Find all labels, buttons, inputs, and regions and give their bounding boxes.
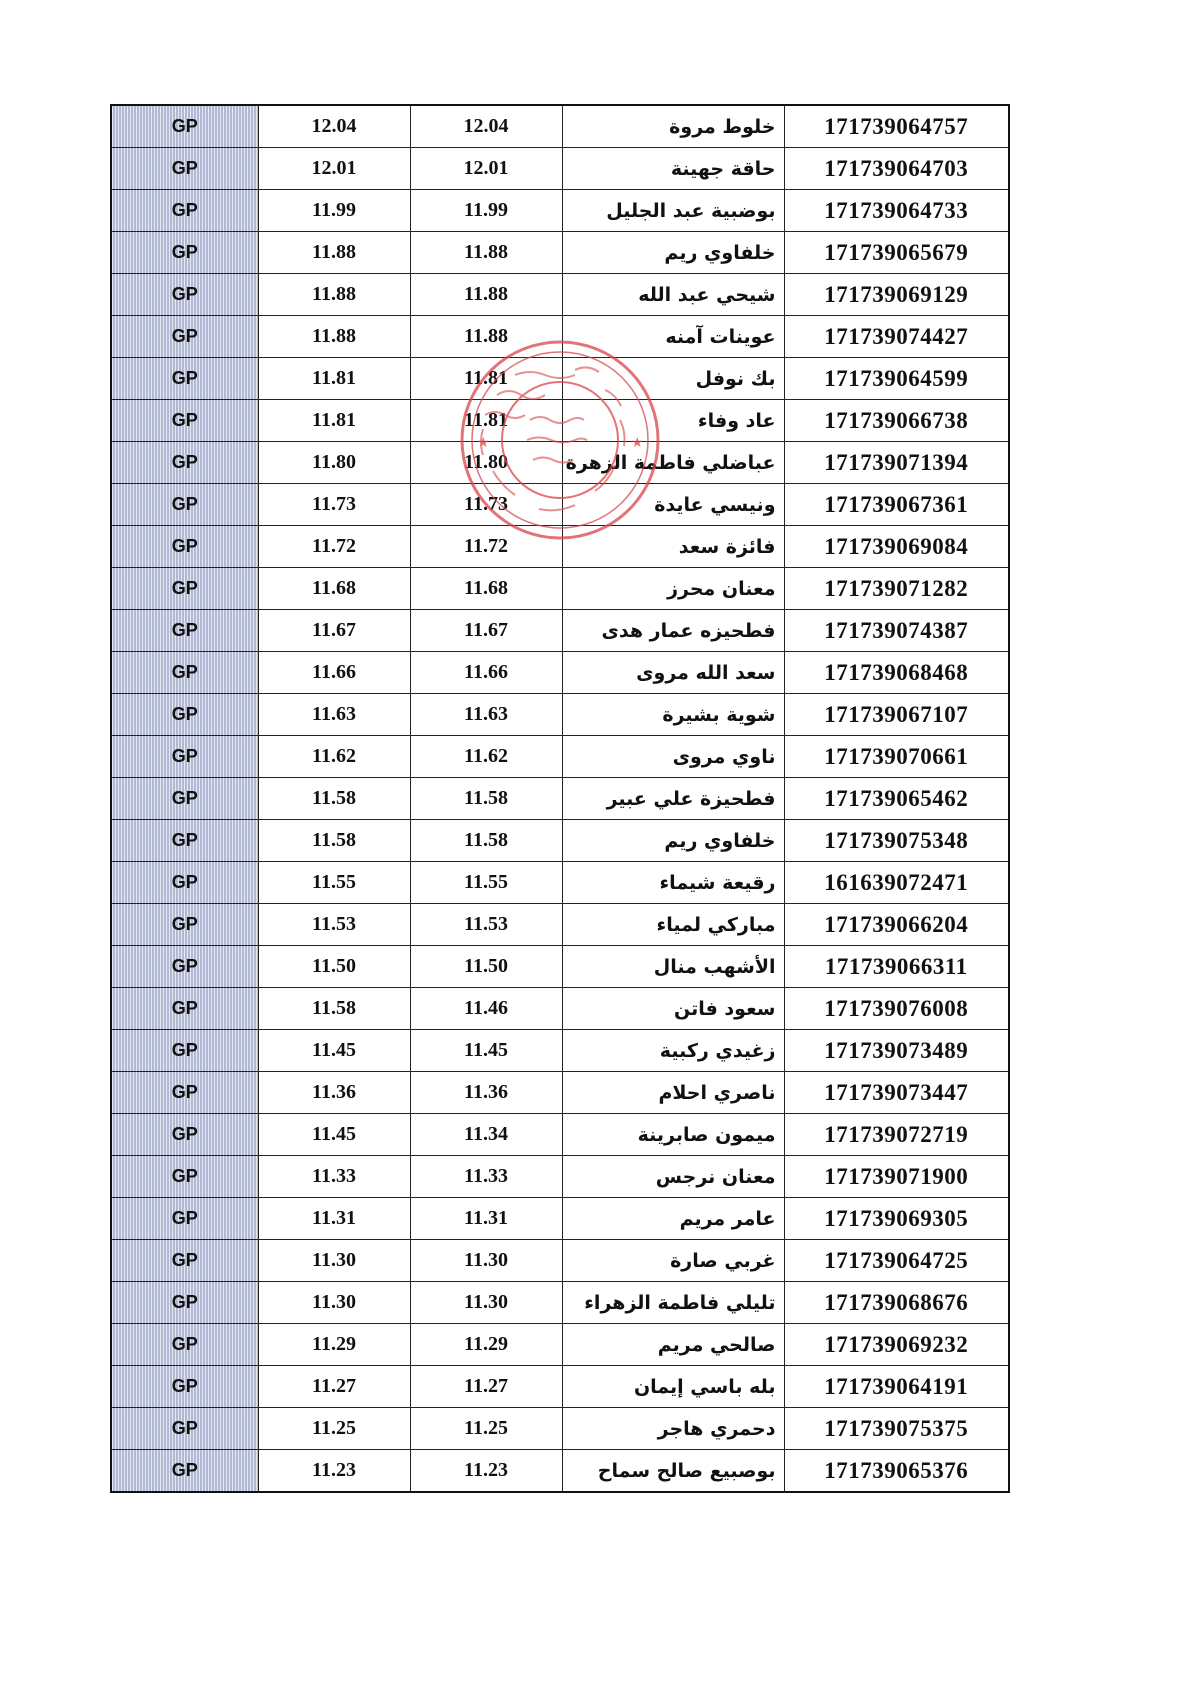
table-row — [111, 610, 1009, 652]
score-cell: 11.62 — [258, 736, 410, 778]
student-id-cell: 171739071900 — [784, 1156, 1009, 1198]
score-cell: 11.27 — [410, 1366, 562, 1408]
score-cell: 11.72 — [410, 526, 562, 568]
student-id-cell: 171739067361 — [784, 484, 1009, 526]
score-cell: 11.46 — [410, 988, 562, 1030]
grade-cell: GP — [111, 1114, 258, 1156]
score-cell: 11.63 — [258, 694, 410, 736]
grade-cell: GP — [111, 1366, 258, 1408]
student-name-cell: تليلي فاطمة الزهراء — [562, 1282, 784, 1324]
score-cell: 11.23 — [258, 1450, 410, 1493]
score-cell: 11.30 — [258, 1240, 410, 1282]
student-name-cell: بوصبيع صالح سماح — [562, 1450, 784, 1493]
score-cell: 11.68 — [258, 568, 410, 610]
student-id-cell: 171739068468 — [784, 652, 1009, 694]
grade-cell: GP — [111, 904, 258, 946]
grade-cell: GP — [111, 736, 258, 778]
table-row — [111, 904, 1009, 946]
score-cell: 11.25 — [258, 1408, 410, 1450]
table-row — [111, 400, 1009, 442]
student-name-cell: شوية بشيرة — [562, 694, 784, 736]
score-cell: 11.53 — [258, 904, 410, 946]
grade-cell: GP — [111, 946, 258, 988]
table-row — [111, 190, 1009, 232]
score-cell: 11.45 — [258, 1030, 410, 1072]
grade-cell: GP — [111, 484, 258, 526]
student-id-cell: 171739064725 — [784, 1240, 1009, 1282]
student-id-cell: 171739070661 — [784, 736, 1009, 778]
student-id-cell: 171739071282 — [784, 568, 1009, 610]
grade-cell: GP — [111, 105, 258, 148]
score-cell: 11.50 — [410, 946, 562, 988]
score-cell: 11.66 — [410, 652, 562, 694]
table-row — [111, 1366, 1009, 1408]
student-id-cell: 171739064599 — [784, 358, 1009, 400]
score-cell: 11.27 — [258, 1366, 410, 1408]
score-cell: 11.58 — [258, 820, 410, 862]
score-cell: 11.73 — [410, 484, 562, 526]
student-id-cell: 171739069232 — [784, 1324, 1009, 1366]
student-name-cell: فطحيزة علي عبير — [562, 778, 784, 820]
grade-cell: GP — [111, 1198, 258, 1240]
student-name-cell: خلفاوي ريم — [562, 232, 784, 274]
score-cell: 11.50 — [258, 946, 410, 988]
student-name-cell: فطحيزه عمار هدى — [562, 610, 784, 652]
table-row — [111, 1282, 1009, 1324]
table-row — [111, 105, 1009, 148]
student-id-cell: 171739072719 — [784, 1114, 1009, 1156]
score-cell: 11.58 — [410, 820, 562, 862]
score-cell: 11.55 — [410, 862, 562, 904]
score-cell: 11.30 — [410, 1240, 562, 1282]
score-cell: 11.80 — [258, 442, 410, 484]
grade-cell: GP — [111, 190, 258, 232]
results-table-container — [110, 104, 1008, 1491]
table-row — [111, 652, 1009, 694]
student-name-cell: معنان نرجس — [562, 1156, 784, 1198]
student-id-cell: 171739066738 — [784, 400, 1009, 442]
table-row — [111, 1156, 1009, 1198]
score-cell: 11.31 — [258, 1198, 410, 1240]
student-name-cell: ميمون صابرينة — [562, 1114, 784, 1156]
score-cell: 11.63 — [410, 694, 562, 736]
student-id-cell: 171739065679 — [784, 232, 1009, 274]
student-name-cell: بك نوفل — [562, 358, 784, 400]
student-name-cell: معنان محرز — [562, 568, 784, 610]
table-row — [111, 988, 1009, 1030]
results-table — [110, 104, 1010, 1493]
score-cell: 11.25 — [410, 1408, 562, 1450]
grade-cell: GP — [111, 988, 258, 1030]
student-id-cell: 171739075375 — [784, 1408, 1009, 1450]
grade-cell: GP — [111, 148, 258, 190]
score-cell: 11.58 — [410, 778, 562, 820]
student-id-cell: 161639072471 — [784, 862, 1009, 904]
student-name-cell: عوينات آمنه — [562, 316, 784, 358]
grade-cell: GP — [111, 1450, 258, 1493]
table-row — [111, 358, 1009, 400]
student-id-cell: 171739074427 — [784, 316, 1009, 358]
student-name-cell: فائزة سعد — [562, 526, 784, 568]
student-name-cell: زغيدي ركبية — [562, 1030, 784, 1072]
table-row — [111, 1198, 1009, 1240]
table-row — [111, 820, 1009, 862]
score-cell: 11.88 — [410, 232, 562, 274]
score-cell: 12.04 — [258, 105, 410, 148]
score-cell: 11.68 — [410, 568, 562, 610]
score-cell: 11.88 — [258, 316, 410, 358]
student-name-cell: خلفاوي ريم — [562, 820, 784, 862]
score-cell: 11.58 — [258, 778, 410, 820]
table-row — [111, 1324, 1009, 1366]
student-name-cell: دحمري هاجر — [562, 1408, 784, 1450]
student-name-cell: سعد الله مروى — [562, 652, 784, 694]
table-row — [111, 778, 1009, 820]
student-id-cell: 171739066311 — [784, 946, 1009, 988]
score-cell: 11.73 — [258, 484, 410, 526]
score-cell: 11.99 — [410, 190, 562, 232]
student-name-cell: ونيسي عايدة — [562, 484, 784, 526]
student-name-cell: سعود فاتن — [562, 988, 784, 1030]
score-cell: 11.72 — [258, 526, 410, 568]
student-id-cell: 171739076008 — [784, 988, 1009, 1030]
grade-cell: GP — [111, 1030, 258, 1072]
table-row — [111, 1072, 1009, 1114]
table-row — [111, 316, 1009, 358]
student-name-cell: بله باسي إيمان — [562, 1366, 784, 1408]
student-name-cell: بوضبية عبد الجليل — [562, 190, 784, 232]
score-cell: 11.62 — [410, 736, 562, 778]
student-id-cell: 171739068676 — [784, 1282, 1009, 1324]
student-id-cell: 171739064757 — [784, 105, 1009, 148]
student-id-cell: 171739066204 — [784, 904, 1009, 946]
grade-cell: GP — [111, 1324, 258, 1366]
score-cell: 11.88 — [258, 274, 410, 316]
score-cell: 11.80 — [410, 442, 562, 484]
score-cell: 11.29 — [410, 1324, 562, 1366]
student-id-cell: 171739075348 — [784, 820, 1009, 862]
table-row — [111, 1408, 1009, 1450]
score-cell: 11.67 — [410, 610, 562, 652]
student-name-cell: ناصري احلام — [562, 1072, 784, 1114]
score-cell: 11.67 — [258, 610, 410, 652]
table-row — [111, 232, 1009, 274]
table-row — [111, 274, 1009, 316]
score-cell: 11.31 — [410, 1198, 562, 1240]
grade-cell: GP — [111, 1072, 258, 1114]
score-cell: 11.30 — [410, 1282, 562, 1324]
table-row — [111, 526, 1009, 568]
grade-cell: GP — [111, 526, 258, 568]
grade-cell: GP — [111, 1156, 258, 1198]
grade-cell: GP — [111, 652, 258, 694]
score-cell: 11.36 — [410, 1072, 562, 1114]
score-cell: 11.81 — [258, 400, 410, 442]
score-cell: 11.30 — [258, 1282, 410, 1324]
student-id-cell: 171739069305 — [784, 1198, 1009, 1240]
score-cell: 12.01 — [410, 148, 562, 190]
grade-cell: GP — [111, 274, 258, 316]
student-id-cell: 171739067107 — [784, 694, 1009, 736]
student-name-cell: حاقة جهينة — [562, 148, 784, 190]
table-row — [111, 442, 1009, 484]
score-cell: 11.81 — [410, 400, 562, 442]
grade-cell: GP — [111, 316, 258, 358]
grade-cell: GP — [111, 610, 258, 652]
score-cell: 11.58 — [258, 988, 410, 1030]
student-name-cell: عاد وفاء — [562, 400, 784, 442]
score-cell: 11.55 — [258, 862, 410, 904]
score-cell: 11.23 — [410, 1450, 562, 1493]
score-cell: 12.01 — [258, 148, 410, 190]
table-row — [111, 946, 1009, 988]
table-row — [111, 148, 1009, 190]
score-cell: 11.36 — [258, 1072, 410, 1114]
table-row — [111, 1450, 1009, 1493]
grade-cell: GP — [111, 778, 258, 820]
score-cell: 11.34 — [410, 1114, 562, 1156]
score-cell: 11.45 — [410, 1030, 562, 1072]
svg-text:★: ★ — [477, 435, 490, 451]
student-name-cell: شيحي عبد الله — [562, 274, 784, 316]
grade-cell: GP — [111, 568, 258, 610]
grade-cell: GP — [111, 400, 258, 442]
score-cell: 11.53 — [410, 904, 562, 946]
grade-cell: GP — [111, 694, 258, 736]
student-name-cell: رقيعة شيماء — [562, 862, 784, 904]
student-id-cell: 171739069129 — [784, 274, 1009, 316]
grade-cell: GP — [111, 820, 258, 862]
student-id-cell: 171739064703 — [784, 148, 1009, 190]
score-cell: 11.66 — [258, 652, 410, 694]
student-name-cell: الأشهب منال — [562, 946, 784, 988]
student-id-cell: 171739074387 — [784, 610, 1009, 652]
student-id-cell: 171739071394 — [784, 442, 1009, 484]
student-id-cell: 171739069084 — [784, 526, 1009, 568]
score-cell: 11.33 — [410, 1156, 562, 1198]
student-name-cell: صالحي مريم — [562, 1324, 784, 1366]
table-row — [111, 484, 1009, 526]
score-cell: 11.81 — [258, 358, 410, 400]
table-row — [111, 1114, 1009, 1156]
score-cell: 11.33 — [258, 1156, 410, 1198]
table-row — [111, 568, 1009, 610]
score-cell: 11.88 — [410, 316, 562, 358]
student-id-cell: 171739065376 — [784, 1450, 1009, 1493]
student-name-cell: عامر مريم — [562, 1198, 784, 1240]
grade-cell: GP — [111, 862, 258, 904]
student-id-cell: 171739073489 — [784, 1030, 1009, 1072]
student-name-cell: ناوي مروى — [562, 736, 784, 778]
score-cell: 12.04 — [410, 105, 562, 148]
table-row — [111, 862, 1009, 904]
student-id-cell: 171739064733 — [784, 190, 1009, 232]
student-id-cell: 171739073447 — [784, 1072, 1009, 1114]
grade-cell: GP — [111, 232, 258, 274]
grade-cell: GP — [111, 1408, 258, 1450]
score-cell: 11.88 — [258, 232, 410, 274]
svg-text:★: ★ — [631, 435, 644, 451]
table-row — [111, 694, 1009, 736]
student-id-cell: 171739065462 — [784, 778, 1009, 820]
score-cell: 11.29 — [258, 1324, 410, 1366]
table-row — [111, 1240, 1009, 1282]
grade-cell: GP — [111, 1282, 258, 1324]
student-id-cell: 171739064191 — [784, 1366, 1009, 1408]
grade-cell: GP — [111, 442, 258, 484]
grade-cell: GP — [111, 1240, 258, 1282]
student-name-cell: خلوط مروة — [562, 105, 784, 148]
results-table-body — [111, 105, 1009, 1492]
score-cell: 11.99 — [258, 190, 410, 232]
table-row — [111, 736, 1009, 778]
student-name-cell: غربي صارة — [562, 1240, 784, 1282]
score-cell: 11.88 — [410, 274, 562, 316]
score-cell: 11.81 — [410, 358, 562, 400]
score-cell: 11.45 — [258, 1114, 410, 1156]
grade-cell: GP — [111, 358, 258, 400]
student-name-cell: مباركي لمياء — [562, 904, 784, 946]
student-name-cell: عباضلي فاطمة الزهرة — [562, 442, 784, 484]
table-row — [111, 1030, 1009, 1072]
